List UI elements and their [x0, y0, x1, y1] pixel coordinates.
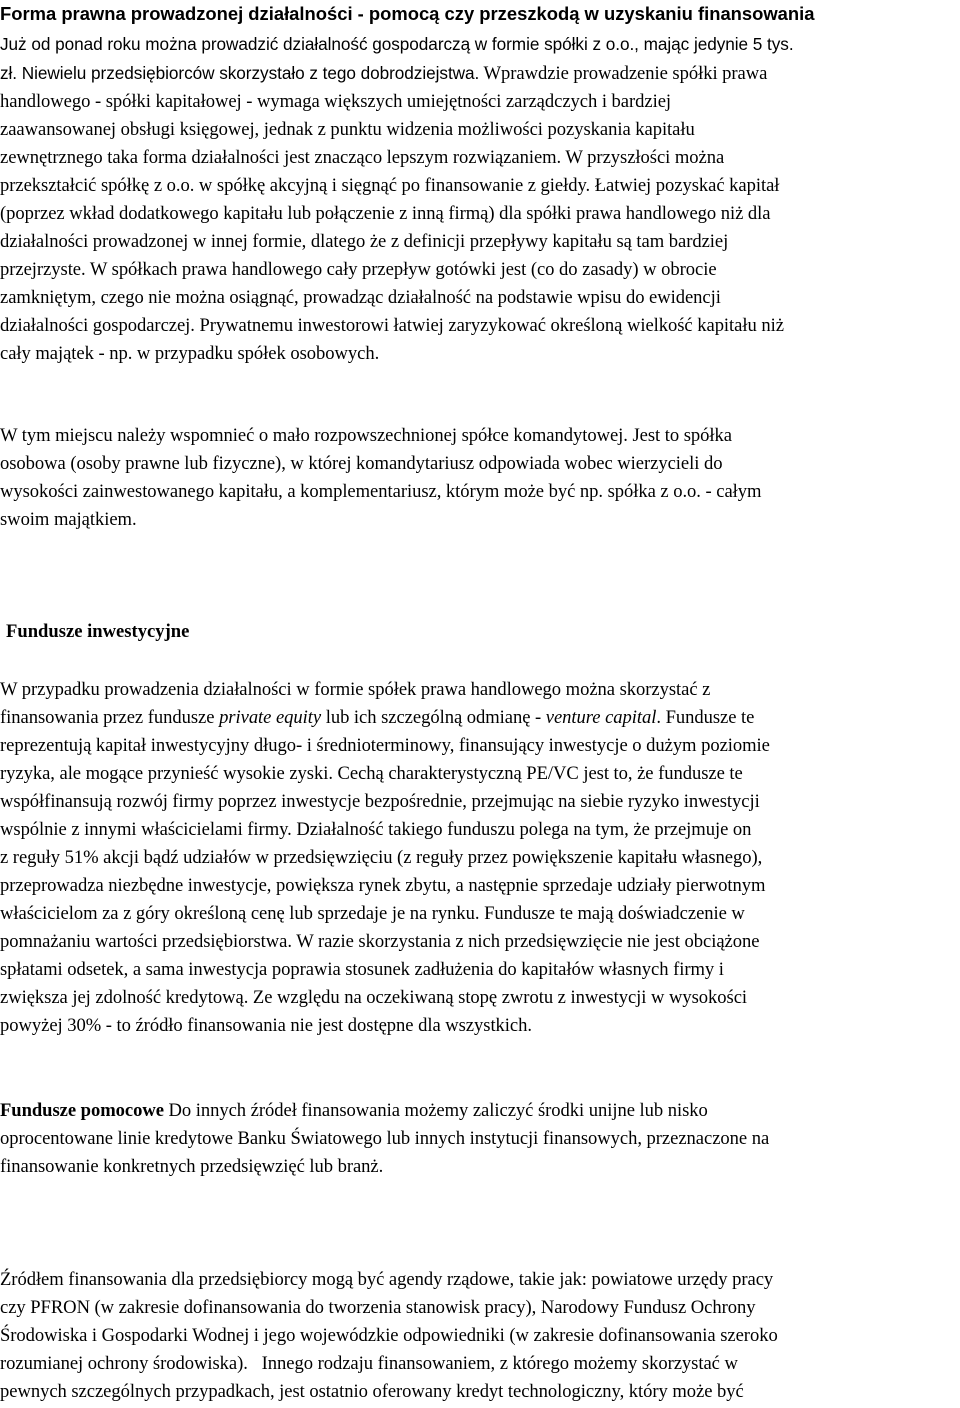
text-line: finansowanie konkretnych przedsięwzięć lub branż.	[0, 1156, 384, 1177]
text-line: (poprzez wkład dodatkowego kapitału lub połączenie z inną firmą) dla spółki prawa handlowego niż dla	[0, 203, 771, 224]
term-private-equity: private equity	[219, 707, 322, 728]
text-line: zewnętrznego taka forma działalności jest znacząco lepszym rozwiązaniem. W przyszłości można	[0, 147, 725, 168]
paragraph-komandytowa	[0, 422, 960, 534]
text-line: osobowa (osoby prawne lub fizyczne), w której komandytariusz odpowiada wobec wierzycieli do	[0, 453, 723, 474]
text-line: Fundusze pomocowe Do innych źródeł finansowania możemy zaliczyć środki unijne lub nisko	[0, 1100, 708, 1121]
paragraph-fundusze-pomocowe	[0, 1097, 960, 1181]
paragraph-zrodlem-finansowania	[0, 1266, 960, 1406]
text-line: pewnych szczególnych przypadkach, jest ostatnio oferowany kredyt technologiczny, który może być	[0, 1381, 744, 1402]
text-line: cały majątek - np. w przypadku spółek osobowych.	[0, 343, 380, 364]
text-line: z reguły 51% akcji bądź udziałów w przedsięwzięciu (z reguły przez powiększenie kapitału własnego),	[0, 847, 763, 868]
text-line: W tym miejscu należy wspomnieć o mało rozpowszechnionej spółce komandytowej. Jest to spółka	[0, 425, 732, 446]
section-heading-fundusze-pomocowe: Fundusze pomocowe	[0, 1100, 164, 1121]
text-line: finansowania przez fundusze private equity lub ich szczególną odmianę - venture capital. Fundusze te	[0, 707, 755, 728]
term-venture-capital: venture capital	[545, 707, 657, 728]
text-line: wysokości zainwestowanego kapitału, a komplementariusz, którym może być np. spółka z o.o. - całym	[0, 481, 762, 502]
text-line: czy PFRON (w zakresie dofinansowania do tworzenia stanowisk pracy), Narodowy Fundusz Ochrony	[0, 1297, 756, 1318]
text-line: powyżej 30% - to źródło finansowania nie jest dostępne dla wszystkich.	[0, 1015, 532, 1036]
text-line: spłatami odsetek, a sama inwestycja poprawia stosunek zadłużenia do kapitałów własnych firmy i	[0, 959, 724, 980]
document-title: Forma prawna prowadzonej działalności - pomocą czy przeszkodą w uzyskaniu finansowania	[0, 3, 815, 24]
text-line: przeprowadza niezbędne inwestycje, powiększa rynek zbytu, a następnie sprzedaje udziały pierwotnym	[0, 875, 766, 896]
text-line: Środowiska i Gospodarki Wodnej i jego wojewódzkie odpowiedniki (w zakresie dofinansowania szeroko	[0, 1325, 778, 1346]
text-line: reprezentują kapitał inwestycyjny długo- i średnioterminowy, finansujący inwestycje o dużym poziomie	[0, 735, 770, 756]
paragraph-intro	[0, 30, 960, 368]
text-line: pomnażaniu wartości przedsiębiorstwa. W razie skorzystania z nich przedsięwzięcie nie jest obciążone	[0, 931, 760, 952]
text-line: Źródłem finansowania dla przedsiębiorcy mogą być agendy rządowe, takie jak: powiatowe urzędy pracy	[0, 1269, 774, 1290]
text-line: wspólnie z innymi właścicielami firmy. Działalność takiego funduszu polega na tym, że przejmuje on	[0, 819, 752, 840]
paragraph-fundusze-inwestycyjne	[0, 676, 960, 1040]
text-line: rozumianej ochrony środowiska). Innego rodzaju finansowaniem, z którego możemy skorzystać w	[0, 1353, 738, 1374]
text-line: przejrzyste. W spółkach prawa handlowego cały przepływ gotówki jest (co do zasady) w obrocie	[0, 259, 717, 280]
text-line: działalności prowadzonej w innej formie, dlatego że z definicji przepływy kapitału są tam bardziej	[0, 231, 729, 252]
text-line: działalności gospodarczej. Prywatnemu inwestorowi łatwiej zaryzykować określoną wielkość kapitału niż	[0, 315, 784, 336]
text-line: zamkniętym, czego nie można osiągnąć, prowadząc działalność na podstawie wpisu do ewidencji	[0, 287, 721, 308]
section-heading-fundusze-inwestycyjne: Fundusze inwestycyjne	[6, 621, 190, 642]
text-line: współfinansują rozwój firmy poprzez inwestycje bezpośrednie, przejmując na siebie ryzyko inwestycji	[0, 791, 760, 812]
text-line: W przypadku prowadzenia działalności w formie spółek prawa handlowego można skorzystać z	[0, 679, 711, 700]
text-line: zł. Niewielu przedsiębiorców skorzystało z tego dobrodziejstwa. Wprawdzie prowadzenie spółki prawa	[0, 63, 768, 84]
text-line: zwiększa jej zdolność kredytową. Ze względu na oczekiwaną stopę zwrotu z inwestycji w wysokości	[0, 987, 748, 1008]
text-line: handlowego - spółki kapitałowej - wymaga większych umiejętności zarządczych i bardziej	[0, 91, 672, 112]
text-line: ryzyka, ale mogące przynieść wysokie zyski. Cechą charakterystyczną PE/VC jest to, że fundusze te	[0, 763, 743, 784]
text-line: właścicielom za z góry określoną cenę lub sprzedaje je na rynku. Fundusze te mają doświadczenie w	[0, 903, 745, 924]
text-line: swoim majątkiem.	[0, 509, 137, 530]
text-line: oprocentowane linie kredytowe Banku Światowego lub innych instytucji finansowych, przeznaczone na	[0, 1128, 770, 1149]
text-line: zaawansowanej obsługi księgowej, jednak z punktu widzenia możliwości pozyskania kapitału	[0, 119, 695, 140]
text-line: przekształcić spółkę z o.o. w spółkę akcyjną i sięgnąć po finansowanie z giełdy. Łatwiej pozyskać kapitał	[0, 175, 780, 196]
text-line: Już od ponad roku można prowadzić działalność gospodarczą w formie spółki z o.o., mając jedynie 5 tys.	[0, 34, 794, 54]
